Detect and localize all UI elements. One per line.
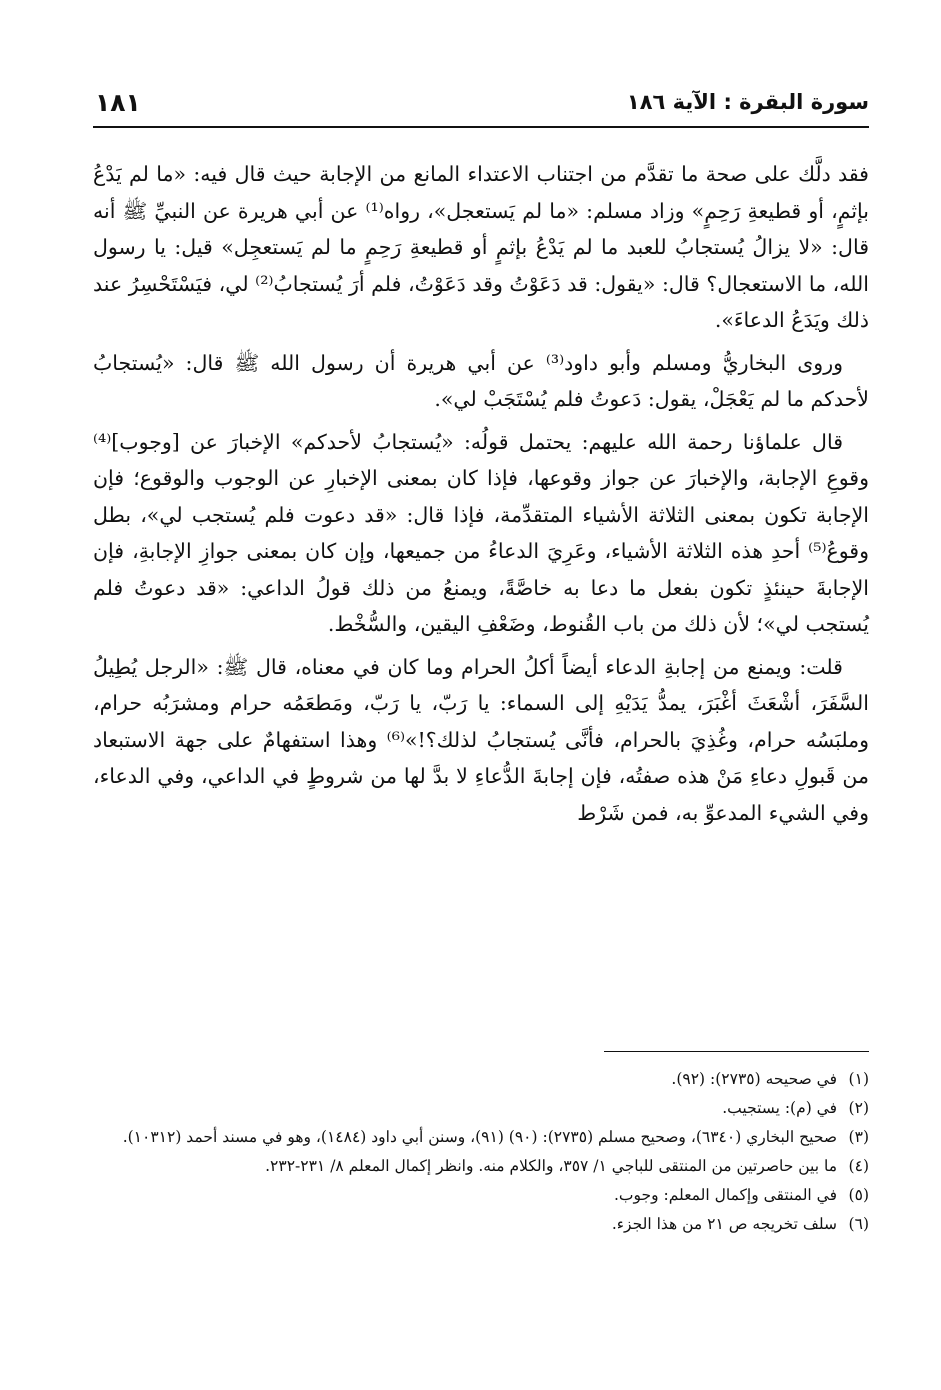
running-title: سورة البقرة : الآية ١٨٦ [626,90,869,114]
footnote [93,1124,869,1151]
footnotes [93,1066,869,1240]
main-text [93,156,869,837]
paragraph: وروى البخاريُّ ومسلم وأبو داود⁽³⁾ عن أبي هريرة أن رسول الله ﷺ قال: «يُستجابُ لأحدكم ما لم يَعْجَلْ، يقول: دَعوتُ فلم يُسْتَجَبْ لي». [93,350,869,411]
footnote [93,1153,869,1180]
paragraph: قلت: ويمنع من إجابةِ الدعاء أيضاً أكلُ الحرام وما كان في معناه، قال ﷺ: «الرجل يُطِيلُ السَّفَرَ، أشْعَثَ أغْبَرَ، يمدُّ يَدَيْهِ إلى السماء: يا رَبّ، يا رَبّ، ومَطعَمُه حرام ومشرَبُه حرام، وملبَسُه حرام، وغُذِيَ بالحرام، فأنَّى يُستجابُ لذلك؟!»⁽⁶⁾ وهذا استفهامٌ على جهة الاستبعاد من قَبولِ دعاءِ مَنْ هذه صفتُه، فإن إجابةَ الدُّعاءِ لا بدَّ لها من شروطٍ في الداعي، وفي الدعاء، وفي الشيء المدعوِّ به، فمن شَرْط [93,654,869,825]
footnote-number: (٣) [848,1128,869,1146]
footnote [93,1095,869,1122]
paragraph: فقد دلَّك على صحة ما تقدَّم من اجتناب الاعتداء المانع من الإجابة حيث قال فيه: «ما لم يَدْعُ بإثمٍ، أو قطيعةِ رَحِمٍ» وزاد مسلم: «ما لم يَستعجل»، رواه⁽¹⁾ عن أبي هريرة عن النبيِّ ﷺ أنه قال: «لا يزالُ يُستجابُ للعبد ما لم يَدْعُ بإثمٍ أو قطيعةِ رَحِمٍ ما لم يَستعجِل» قيل: يا رسول الله، ما الاستعجال؟ قال: «يقول: قد دَعَوْتُ وقد دَعَوْتُ، فلم أرَ يُستجابُ⁽²⁾ لي، فيَسْتَحْسِرُ عند ذلك ويَدَعُ الدعاءَ». [93,162,869,332]
footnote [93,1182,869,1209]
footnote-separator [604,1051,869,1052]
footnote-text: في المنتقى وإكمال المعلم: وجوب. [614,1186,837,1204]
footnote-text: سلف تخريجه ص ٢١ من هذا الجزء. [611,1215,837,1233]
paragraph: قال علماؤنا رحمة الله عليهم: يحتمل قولُه: «يُستجابُ لأحدكم» الإخبارَ عن [وجوب]⁽⁴⁾ وقوعِ الإجابة، والإخبارَ عن جواز وقوعها، فإذا كان بمعنى الإخبارِ عن الوجوب والوقوع؛ فإن الإجابة تكون بمعنى الثلاثة الأشياء المتقدِّمة، فإذا قال: «قد دعوت فلم يُستجب لي»، بطل وقوعُ⁽⁵⁾ أحدِ هذه الثلاثة الأشياء، وعَرِيَ الدعاءُ من جميعها، وإن كان بمعنى جوازِ الإجابةِ، فإن الإجابةَ حينئذٍ تكون بفعل ما دعا به خاصَّةً، ويمنعُ من ذلك قولُ الداعي: «قد دعوتُ فلم يُستجب لي»؛ لأن ذلك من باب القُنوط، وضَعْفِ اليقين، والسُّخْط. [93,429,869,636]
footnote-number: (٤) [848,1157,869,1175]
footnote-text: في (م): يستجيب. [722,1099,837,1117]
footnote [93,1211,869,1238]
footnote-text: ما بين حاصرتين من المنتقى للباجي ١/ ٣٥٧، والكلام منه. وانظر إكمال المعلم ٨/ ٢٣١-٢٣٢. [265,1157,837,1175]
footnote-number: (١) [848,1070,869,1088]
page-header [93,84,869,128]
footnote-number: (٦) [848,1215,869,1233]
footnote-number: (٢) [848,1099,869,1117]
footnote-text: صحيح البخاري (٦٣٤٠)، وصحيح مسلم (٢٧٣٥): (٩٠) (٩١)، وسنن أبي داود (١٤٨٤)، وهو في مسند أحمد (١٠٣١٢). [122,1128,837,1146]
page-number: ١٨١ [95,88,141,117]
footnote-number: (٥) [848,1186,869,1204]
footnote-text: في صحيحه (٢٧٣٥): (٩٢). [671,1070,837,1088]
footnote [93,1066,869,1093]
